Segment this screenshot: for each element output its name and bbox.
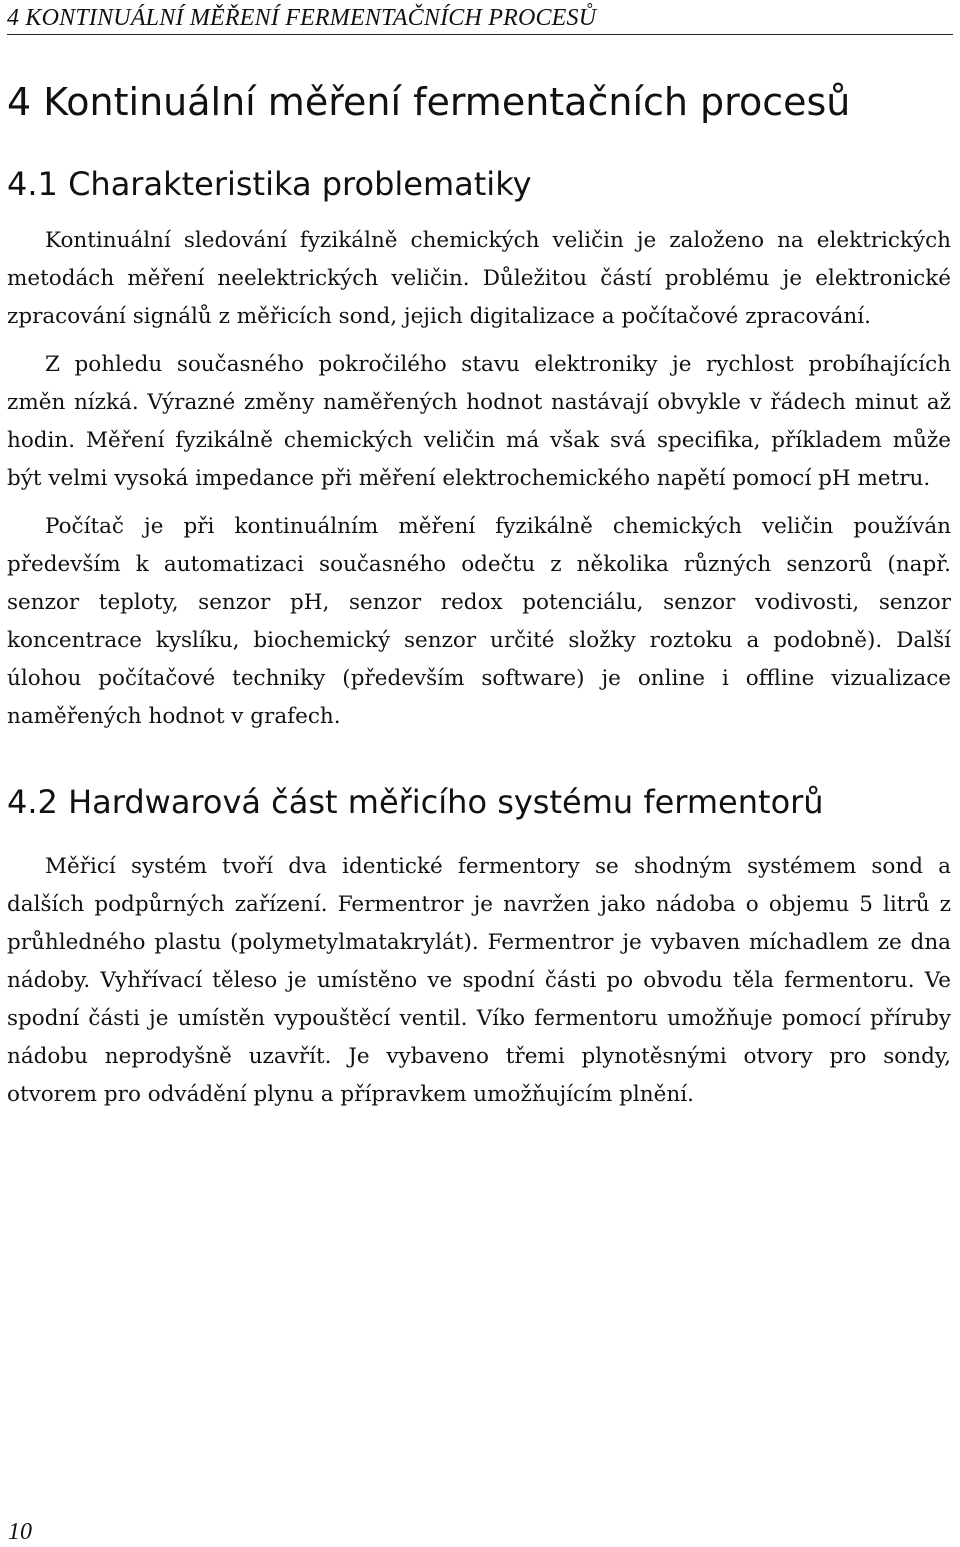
paragraph: Počítač je při kontinuálním měření fyzikálně chemických veličin používán především k automatizaci současného odečtu z několika různých senzorů (např. senzor teploty, senzor pH, senzor redox potenciálu, senzor vodivosti, senzor koncentrace kyslíku, biochemický senzor určité složky roztoku a podobně). Další úlohou počítačové techniky (především software) je online i offline vizualizace naměřených hodnot v grafech. — [7, 514, 951, 729]
paragraph: Z pohledu současného pokročilého stavu elektroniky je rychlost probíhajících změn nízká. Výrazné změny naměřených hodnot nastávají obvykle v řádech minut až hodin. Měření fyzikálně chemických veličin má však svá specifika, příkladem může být velmi vysoká impedance při měření elektrochemického napětí pomocí pH metru. — [7, 352, 951, 491]
paragraph: Kontinuální sledování fyzikálně chemických veličin je založeno na elektrických metodách měření neelektrických veličin. Důležitou částí problému je elektronické zpracování signálů z měřicích sond, jejich digitalizace a počítačové zpracování. — [7, 228, 951, 329]
running-header — [7, 4, 953, 35]
section-title-4-2: 4.2 Hardwarová část měřicího systému fermentorů — [7, 783, 824, 821]
chapter-title: 4 Kontinuální měření fermentačních procesů — [7, 80, 851, 124]
page-content — [7, 74, 951, 1114]
running-header-title: 4 KONTINUÁLNÍ MĚŘENÍ FERMENTAČNÍCH PROCESŮ — [7, 5, 597, 31]
page-number: 10 — [8, 1519, 32, 1545]
section-title-4-1: 4.1 Charakteristika problematiky — [7, 165, 532, 203]
paragraph: Měřicí systém tvoří dva identické fermentory se shodným systémem sond a dalších podpůrných zařízení. Fermentror je navržen jako nádoba o objemu 5 litrů z průhledného plastu (polymetylmatakrylát). Fermentror je vybaven míchadlem ze dna nádoby. Vyhřívací těleso je umístěno ve spodní části po obvodu těla fermentoru. Ve spodní části je umístěn vypouštěcí ventil. Víko fermentoru umožňuje pomocí příruby nádobu neprodyšně uzavřít. Je vybaveno třemi plynotěsnými otvory pro sondy, otvorem pro odvádění plynu a přípravkem umožňujícím plnění. — [7, 854, 951, 1107]
